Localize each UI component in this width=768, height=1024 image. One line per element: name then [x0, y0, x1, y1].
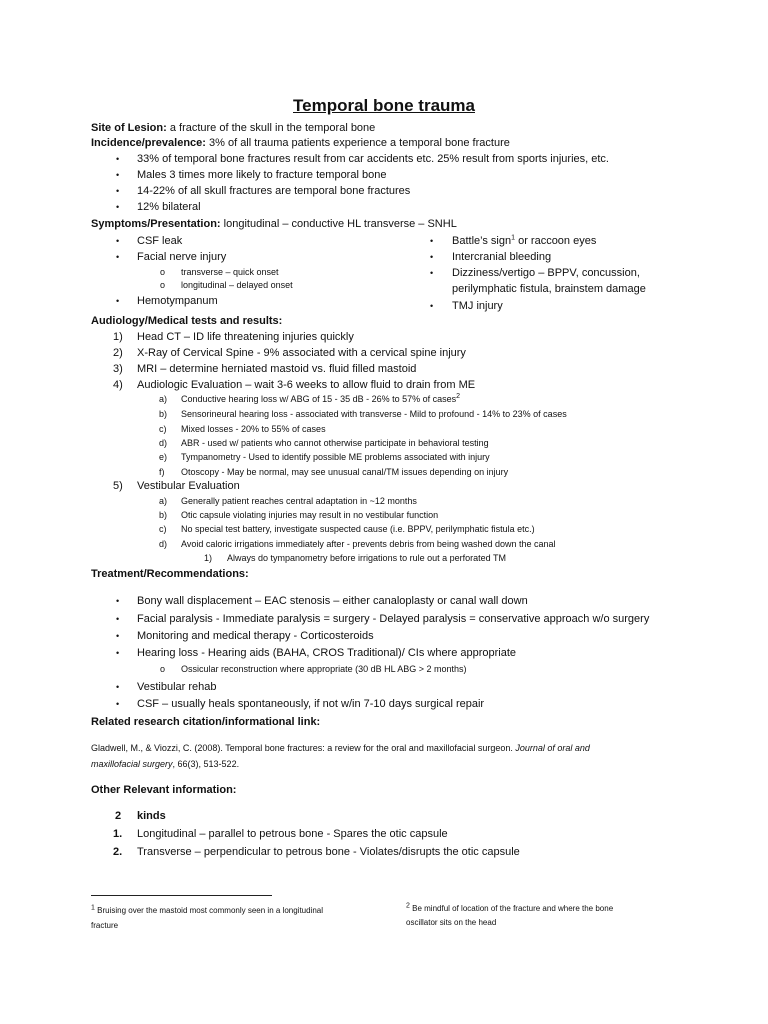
list-subitem: transverse – quick onset — [181, 267, 279, 277]
kinds-label: kinds — [137, 810, 166, 822]
list-number: 2. — [113, 846, 123, 858]
symptoms — [91, 217, 457, 232]
bullet-icon: • — [116, 596, 120, 606]
list-number: 2) — [113, 347, 123, 359]
list-item: Facial paralysis - Immediate paralysis = surgery - Delayed paralysis = conservative approach w/o surgery — [137, 613, 650, 625]
list-number: 1) — [204, 553, 213, 563]
footnote-ref: 2 — [456, 393, 461, 400]
bullet-icon: • — [116, 699, 120, 709]
list-item: Head CT – ID life threatening injuries quickly — [137, 331, 354, 343]
circle-bullet-icon: o — [160, 267, 166, 277]
citation — [91, 742, 590, 755]
citation-text: , 66(3), 513-522. — [172, 759, 240, 769]
related-heading: Related research citation/informational link: — [91, 716, 321, 728]
footnote-mark: 1 — [91, 904, 95, 912]
list-subitem: Sensorineural hearing loss - associated with transverse - Mild to profound - 14% to 23% of cases — [181, 409, 567, 419]
citation-journal: Journal of oral and — [515, 743, 590, 753]
list-item — [452, 234, 596, 249]
list-subitem: Tympanometry - Used to identify possible ME problems associated with injury — [181, 452, 490, 462]
citation-text: Gladwell, M., & Viozzi, C. (2008). Temporal bone fractures: a review for the oral and maxillofacial surgeon. — [91, 743, 516, 753]
list-subitem: Ossicular reconstruction where appropriate (30 dB HL ABG > 2 months) — [181, 664, 467, 674]
list-letter: c) — [159, 524, 167, 534]
symptoms-label: Symptoms/Presentation: — [91, 218, 221, 230]
list-subitem — [181, 393, 460, 406]
footnote-divider — [91, 895, 272, 896]
site-of-lesion — [91, 121, 375, 136]
list-number: 2 — [115, 810, 122, 822]
list-item: Vestibular rehab — [137, 681, 217, 693]
audiology-heading: Audiology/Medical tests and results: — [91, 315, 283, 327]
list-subitem: Avoid caloric irrigations immediately after - prevents debris from being washed down the canal — [181, 539, 556, 549]
list-letter: d) — [159, 438, 168, 448]
list-subitem: Otoscopy - May be normal, may see unusual canal/TM issues depending on injury — [181, 467, 509, 477]
list-item: Transverse – perpendicular to petrous bone - Violates/disrupts the otic capsule — [137, 846, 520, 858]
list-number: 1. — [113, 828, 123, 840]
list-item: CSF – usually heals spontaneously, if not w/in 7-10 days surgical repair — [137, 698, 485, 710]
list-number: 1) — [113, 331, 123, 343]
other-heading: Other Relevant information: — [91, 784, 237, 796]
list-item: 14-22% of all skull fractures are temporal bone fractures — [137, 185, 411, 197]
list-subitem: No special test battery, investigate suspected cause (i.e. BPPV, perilymphatic fistula etc.) — [181, 524, 535, 534]
list-letter: b) — [159, 510, 168, 520]
list-item: Hearing loss - Hearing aids (BAHA, CROS Traditional)/ CIs where appropriate — [137, 647, 517, 659]
battle-sign-rest: or raccoon eyes — [515, 235, 597, 247]
circle-bullet-icon: o — [160, 280, 166, 290]
citation-continued — [91, 758, 239, 771]
bullet-icon: • — [116, 186, 120, 196]
list-item: 33% of temporal bone fractures result from car accidents etc. 25% result from sports injuries, etc. — [137, 153, 609, 165]
footnote-2 — [406, 903, 613, 914]
symptoms-text: longitudinal – conductive HL transverse – SNHL — [220, 218, 457, 230]
subitem-text: Conductive hearing loss w/ ABG of 15 - 35 dB - 26% to 57% of cases — [181, 394, 457, 404]
list-letter: c) — [159, 424, 167, 434]
list-letter: f) — [159, 467, 165, 477]
bullet-icon: • — [116, 252, 120, 262]
footnote-text: Be mindful of location of the fracture and where the bone — [409, 904, 614, 913]
battle-sign-text: Battle’s sign — [452, 235, 512, 247]
citation-journal: maxillofacial surgery — [91, 759, 173, 769]
bullet-icon: • — [430, 252, 434, 262]
bullet-icon: • — [116, 202, 120, 212]
list-item: Monitoring and medical therapy - Corticosteroids — [137, 630, 374, 642]
bullet-icon: • — [116, 236, 120, 246]
footnote-mark: 2 — [406, 902, 410, 910]
list-number: 4) — [113, 379, 123, 391]
list-item: Males 3 times more likely to fracture temporal bone — [137, 169, 387, 181]
bullet-icon: • — [116, 648, 120, 658]
list-item: Vestibular Evaluation — [137, 480, 240, 492]
footnote-ref: 1 — [511, 234, 516, 242]
list-item: 12% bilateral — [137, 201, 201, 213]
circle-bullet-icon: o — [160, 664, 166, 674]
list-subitem: Mixed losses - 20% to 55% of cases — [181, 424, 326, 434]
list-number: 5) — [113, 480, 123, 492]
list-item: Bony wall displacement – EAC stenosis – either canaloplasty or canal wall down — [137, 595, 528, 607]
bullet-icon: • — [116, 296, 120, 306]
incidence — [91, 136, 510, 151]
list-item: Hemotympanum — [137, 295, 218, 307]
list-item: Longitudinal – parallel to petrous bone - Spares the otic capsule — [137, 828, 448, 840]
bullet-icon: • — [116, 170, 120, 180]
page-title: Temporal bone trauma — [293, 96, 475, 115]
site-text: a fracture of the skull in the temporal bone — [166, 122, 376, 134]
list-item: MRI – determine herniated mastoid vs. fluid filled mastoid — [137, 363, 417, 375]
incidence-text: 3% of all trauma patients experience a temporal bone fracture — [205, 137, 510, 149]
list-number: 3) — [113, 363, 123, 375]
bullet-icon: • — [430, 268, 434, 278]
list-subsubitem: Always do tympanometry before irrigations to rule out a perforated TM — [227, 553, 506, 563]
bullet-icon: • — [116, 154, 120, 164]
treatment-heading: Treatment/Recommendations: — [91, 568, 249, 580]
list-item-continued: perilymphatic fistula, brainstem damage — [452, 283, 646, 295]
list-item: TMJ injury — [452, 300, 503, 312]
list-letter: d) — [159, 539, 168, 549]
bullet-icon: • — [430, 301, 434, 311]
list-item: CSF leak — [137, 235, 183, 247]
list-subitem: Generally patient reaches central adaptation in ~12 months — [181, 496, 417, 506]
footnote-1-continued: fracture — [91, 921, 119, 930]
footnote-1 — [91, 905, 323, 916]
list-item: Facial nerve injury — [137, 251, 227, 263]
site-label: Site of Lesion: — [91, 122, 167, 134]
list-letter: a) — [159, 394, 168, 404]
list-item: Audiologic Evaluation – wait 3-6 weeks to allow fluid to drain from ME — [137, 379, 476, 391]
list-subitem: longitudinal – delayed onset — [181, 280, 293, 290]
footnote-text: Bruising over the mastoid most commonly seen in a longitudinal — [94, 906, 324, 915]
bullet-icon: • — [430, 236, 434, 246]
list-item: X-Ray of Cervical Spine - 9% associated with a cervical spine injury — [137, 347, 466, 359]
bullet-icon: • — [116, 631, 120, 641]
list-letter: b) — [159, 409, 168, 419]
list-item: Intercranial bleeding — [452, 251, 552, 263]
bullet-icon: • — [116, 614, 120, 624]
list-letter: a) — [159, 496, 168, 506]
incidence-label: Incidence/prevalence: — [91, 137, 206, 149]
list-item: Dizziness/vertigo – BPPV, concussion, — [452, 267, 640, 279]
bullet-icon: • — [116, 682, 120, 692]
list-letter: e) — [159, 452, 168, 462]
list-subitem: Otic capsule violating injuries may result in no vestibular function — [181, 510, 439, 520]
footnote-2-continued: oscillator sits on the head — [406, 918, 497, 927]
list-subitem: ABR - used w/ patients who cannot otherwise participate in behavioral testing — [181, 438, 489, 448]
